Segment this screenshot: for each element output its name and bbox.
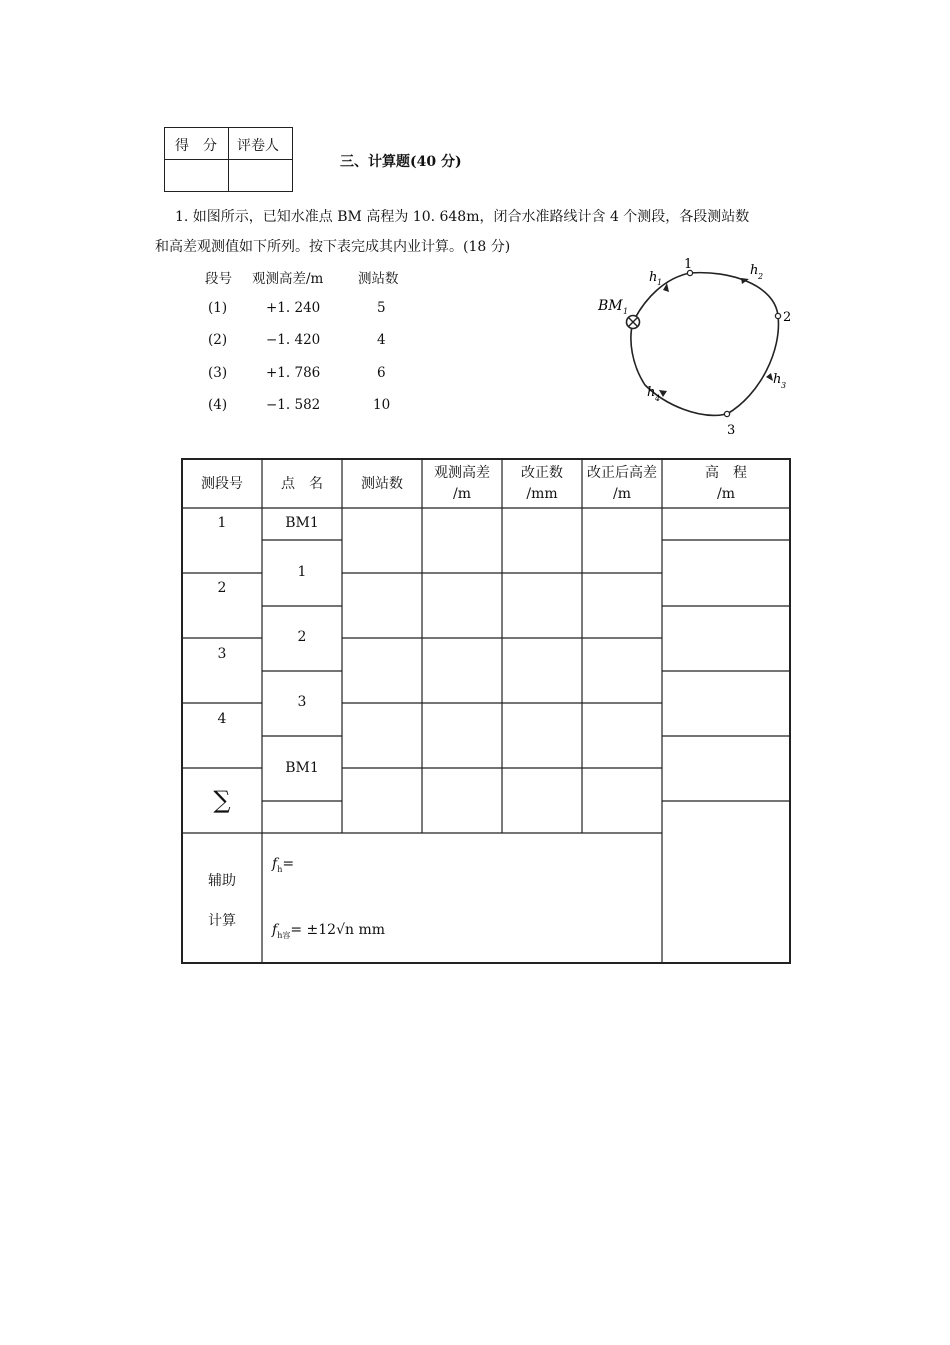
row-n: 4	[377, 332, 386, 348]
header-stations: 测站数	[361, 476, 403, 492]
row-seg: (1)	[208, 300, 228, 316]
arrow-h3	[766, 373, 773, 381]
header-elevation: 高 程	[705, 465, 747, 481]
fhr-symbol: f	[272, 922, 278, 938]
header-obs-diff-unit: /m	[453, 486, 471, 502]
bm-label: BM	[598, 298, 623, 314]
col-header-segment: 段号	[205, 271, 232, 287]
aux-label-1: 辅助	[208, 873, 236, 889]
header-point-name: 点 名	[281, 476, 323, 492]
header-correction-unit: /mm	[526, 486, 558, 502]
fh-symbol: f	[272, 856, 278, 872]
point-name: 2	[297, 629, 307, 645]
row-dh: −1. 582	[266, 397, 321, 413]
segment-number: 1	[217, 515, 227, 531]
point-marker	[724, 411, 729, 416]
header-corrected-diff-unit: /m	[613, 486, 631, 502]
header-corrected-diff: 改正后高差	[587, 465, 657, 481]
h2-sub: 2	[758, 272, 764, 281]
row-dh: −1. 420	[266, 332, 321, 348]
point-label-3: 3	[727, 423, 736, 438]
row-seg: (2)	[208, 332, 228, 348]
row-n: 5	[377, 300, 386, 316]
point-marker	[775, 313, 780, 318]
calc-table-grid	[181, 458, 791, 964]
problem-line-2: 和高差观测值如下所列。按下表完成其内业计算。(18 分)	[155, 239, 511, 255]
fh-sub: h	[277, 864, 283, 874]
h1-label: h	[649, 270, 658, 285]
fh-formula	[272, 856, 294, 874]
row-n: 6	[377, 365, 386, 381]
bm-sub: 1	[623, 307, 629, 316]
header-elevation-unit: /m	[717, 486, 735, 502]
segment-number: 3	[217, 646, 227, 662]
problem-line-1: 1. 如图所示，已知水准点 BM 高程为 10. 648m，闭合水准路线计含 4 个测段，各段测站数	[175, 209, 750, 225]
fhr-formula: = ±12√n mm	[290, 922, 386, 938]
row-seg: (4)	[208, 397, 228, 413]
sum-symbol: ∑	[213, 786, 231, 814]
h1-sub: 1	[657, 278, 663, 287]
header-obs-diff: 观测高差	[434, 465, 490, 481]
point-label-2: 2	[783, 310, 792, 325]
row-seg: (3)	[208, 365, 228, 381]
segment-number: 4	[217, 711, 227, 727]
col-header-height-diff: 观测高差/m	[252, 271, 324, 287]
header-segment: 测段号	[201, 476, 243, 492]
grader-label: 评卷人	[237, 138, 279, 154]
arrow-h4	[659, 390, 667, 397]
col-header-stations: 测站数	[358, 271, 399, 287]
point-name: 3	[297, 694, 307, 710]
h4-label: h	[647, 385, 656, 400]
header-correction: 改正数	[521, 465, 563, 481]
fh-tolerance-formula	[272, 922, 385, 941]
h2-label: h	[750, 263, 759, 278]
h3-label: h	[773, 372, 782, 387]
h4-sub: 4	[655, 394, 661, 403]
point-name: BM1	[285, 515, 319, 531]
fhr-sub: h容	[277, 930, 291, 940]
level-loop-diagram	[0, 0, 950, 470]
aux-label-2: 计算	[208, 913, 236, 929]
row-n: 10	[373, 397, 391, 413]
score-label: 得 分	[175, 138, 217, 154]
point-name: 1	[297, 564, 307, 580]
fh-eq: =	[282, 856, 295, 872]
point-name: BM1	[285, 760, 319, 776]
row-dh: +1. 786	[266, 365, 321, 381]
segment-number: 2	[217, 580, 227, 596]
point-label-1: 1	[684, 257, 693, 272]
row-dh: +1. 240	[266, 300, 321, 316]
h3-sub: 3	[781, 381, 787, 390]
section-title: 三、计算题(40 分)	[340, 154, 462, 170]
